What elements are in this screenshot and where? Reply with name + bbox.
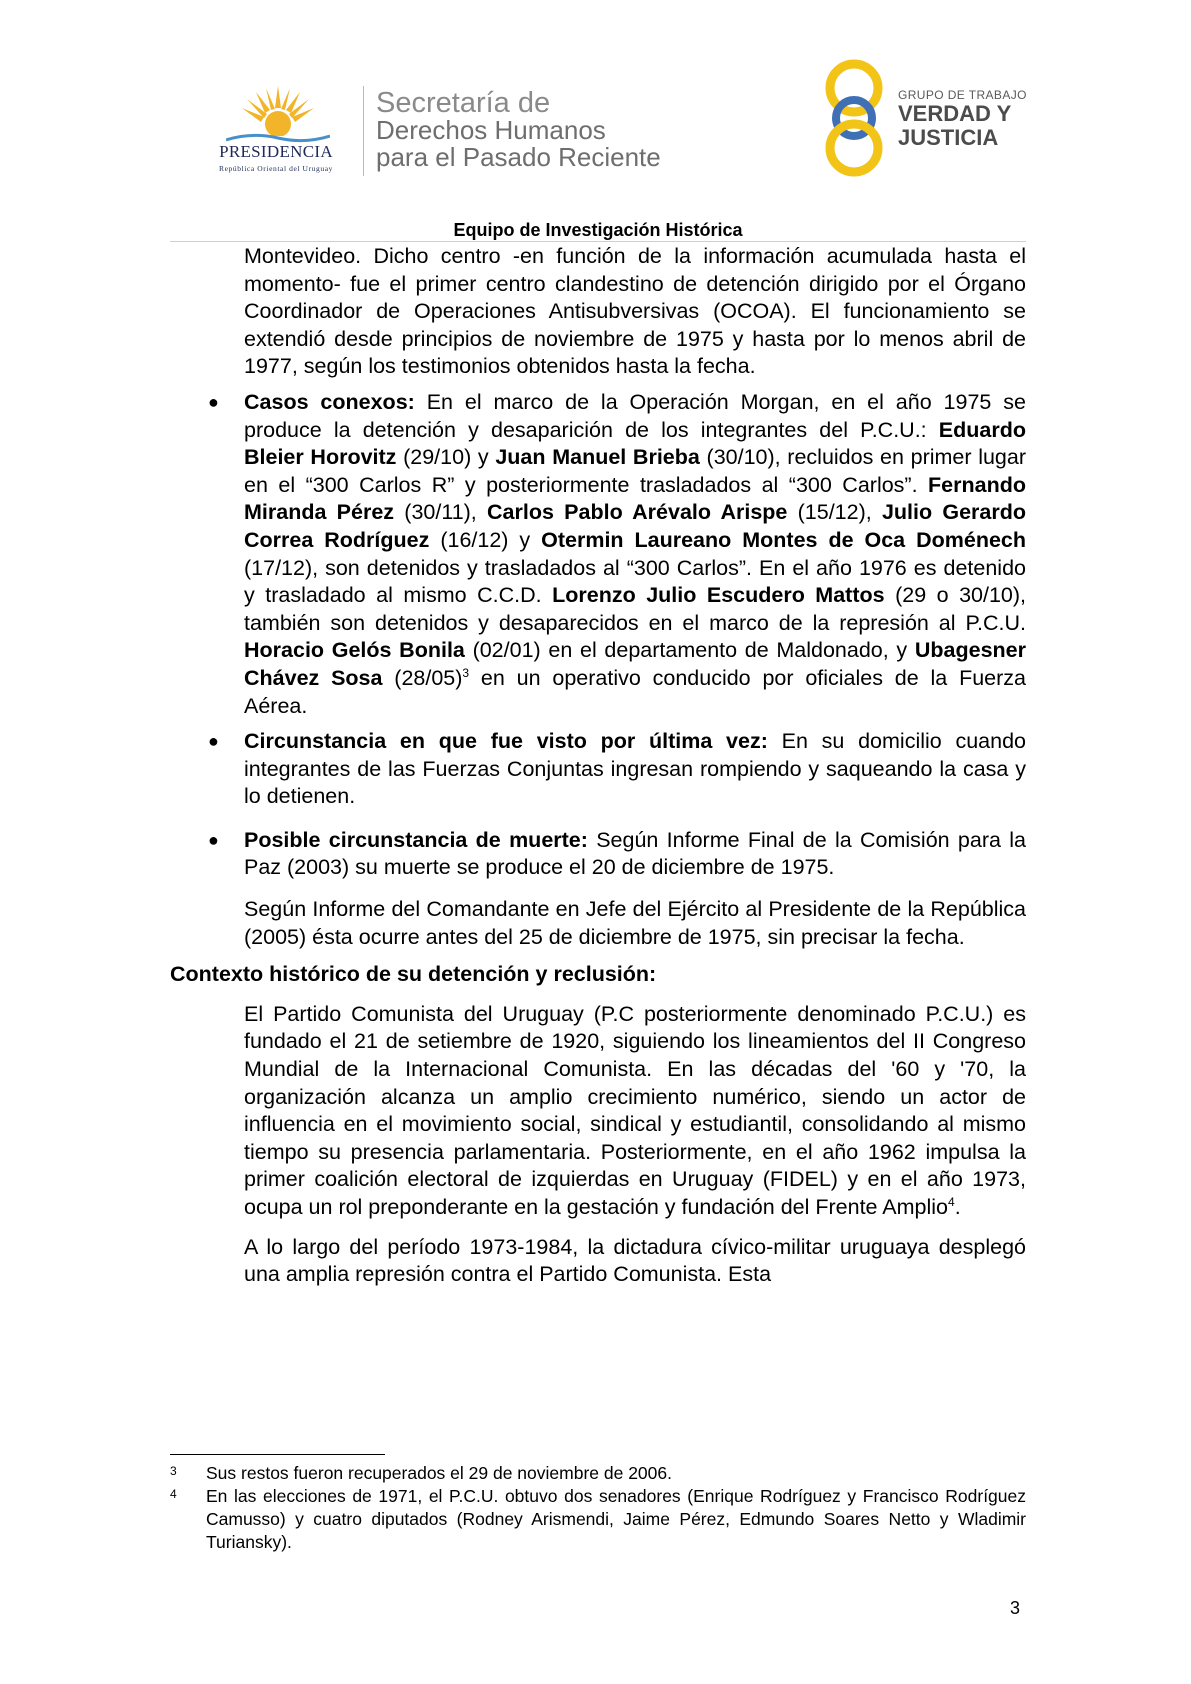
logo-divider [363,86,364,176]
person-name: Horacio Gelós Bonila [244,638,465,663]
muerte-extra-paragraph: Según Informe del Comandante en Jefe del Ejército al Presidente de la República (2005) ésta ocurre antes del 25 de diciembre de 1975, sin precisar la fecha. [244,897,1026,949]
bullet-icon: ● [208,731,219,752]
gtvj-line-2: JUSTICIA [898,125,999,150]
secretaria-logo [376,87,661,172]
footnote-text: En las elecciones de 1971, el P.C.U. obtuvo dos senadores (Enrique Rodríguez y Francisco Rodríguez Camusso) y cuatro diputados (Rodney Arismendi, Jaime Pérez, Edmundo Soares Netto y Wladimir Turiansky). [206,1486,1026,1552]
muerte-text: Según Informe Final de la Comisión para la Paz (2003) su muerte se produce el 20 de diciembre de 1975. [244,827,1026,880]
sun-icon [240,84,316,136]
footnote-reference[interactable]: 3 [462,665,470,680]
footnote [170,1485,1026,1554]
person-name: Lorenzo Julio Escudero Mattos [552,583,885,608]
gtvj-line-1: VERDAD Y [898,101,1012,126]
muerte-label: Posible circunstancia de muerte: [244,827,588,852]
list-item-muerte [170,827,1026,951]
casos-text: (16/12) y [429,527,542,552]
footnotes [170,1462,1026,1554]
document-body [170,243,1026,1301]
circunstancia-text: En su domicilio cuando integrantes de las Fuerzas Conjuntas ingresan rompiendo y saqueando la casa y lo detienen. [244,729,1027,809]
casos-label: Casos conexos: [244,389,415,414]
list-item-casos-conexos [170,389,1026,720]
circunstancia-label: Circunstancia en que fue visto por última vez: [244,729,768,754]
person-name: Otermin Laureano Montes de Oca Doménech [541,527,1026,552]
presidencia-name: PRESIDENCIA [219,142,333,161]
footnote [170,1462,1026,1485]
person-name: Carlos Pablo Arévalo Arispe [487,500,788,525]
page-header [0,0,1191,250]
casos-text: en un operativo conducido por oficiales de la Fuerza Aérea. [244,665,1026,718]
footnote-reference[interactable]: 4 [948,1194,955,1209]
header-rule [170,241,1026,242]
presidencia-logo [196,84,356,174]
secretaria-line-2: Derechos Humanos [376,115,606,145]
continuation-paragraph: Montevideo. Dicho centro -en función de la información acumulada hasta el momento- fue el primer centro clandestino de detención dirigido por el Órgano Coordinador de Operaciones Antisubversivas (OCOA). El funcionamiento se extendió desde principios de noviembre de 1975 y hasta por lo menos abril de 1977, según los testimonios obtenidos hasta la fecha. [244,244,1026,379]
section-heading: Contexto histórico de su detención y reclusión: [170,962,657,987]
casos-text: (29 o 30/10), también son detenidos y desaparecidos en el marco de la represión al P.C.U. [244,583,1027,635]
contexto-text-end: . [954,1195,961,1219]
person-name: Eduardo Bleier Horovitz [244,417,1026,470]
contexto-text: El Partido Comunista del Uruguay (P.C posteriormente denominado P.C.U.) es fundado el 21 de setiembre de 1920, siguiendo los lineamientos del II Congreso Mundial de la Internacional Comunista. En las décadas del '60 y '70, la organización alcanza un amplio crecimiento numérico, siendo un actor de influencia en el movimiento social, sindical y estudiantil, consolidando al mismo tiempo su presencia parlamentaria. Posteriormente, en el año 1962 impulsa la primer coalición electoral de izquierdas en Uruguay (FIDEL) y en el año 1973, ocupa un rol preponderante en la gestación y fundación del Frente Amplio [244,1001,1026,1219]
casos-text: (29/10) y [396,445,496,470]
contexto-paragraph-1 [244,1001,1026,1222]
footnote-number: 3 [170,1464,177,1478]
secretaria-line-1: Secretaría de [376,87,551,119]
person-name: Julio Gerardo Correa Rodríguez [244,500,1027,552]
footnote-text: Sus restos fueron recuperados el 29 de noviembre de 2006. [206,1463,672,1483]
page-number: 3 [1010,1598,1021,1618]
casos-text: (17/12), son detenidos y trasladados al “300 Carlos”. En el año 1976 es detenido y trasladado al mismo C.C.D. [244,555,1026,608]
footnote-number: 4 [170,1487,177,1501]
casos-text: (02/01) en el departamento de Maldonado, y [464,638,915,663]
list-item-circunstancia [170,728,1026,811]
casos-text: En el marco de la Operación Morgan, en el año 1975 se produce la detención y desaparición de los integrantes del P.C.U.: [244,389,1026,442]
secretaria-line-3: para el Pasado Reciente [376,142,661,172]
bullet-icon: ● [208,391,219,412]
bullet-icon: ● [208,829,219,850]
footnote-rule [170,1454,385,1455]
casos-text: (15/12), [787,500,882,525]
gtvj-logo-text [898,88,1027,150]
casos-text: (28/05) [382,665,463,690]
person-name: Juan Manuel Brieba [495,445,700,470]
rings-icon [824,56,884,180]
casos-text: (30/10), recluidos en primer lugar en el “300 Carlos R” y posteriormente trasladados al “300 Carlos”. [244,445,1027,497]
team-title: Equipo de Investigación Histórica [453,220,743,240]
person-name: Fernando Miranda Pérez [244,472,1026,525]
presidencia-subtitle: República Oriental del Uruguay [218,164,333,173]
casos-text: (30/11), [394,500,488,525]
case-details-list [170,389,1026,951]
person-name: Ubagesner Chávez Sosa [244,638,1026,690]
contexto-paragraph-2: A lo largo del período 1973-1984, la dictadura cívico-militar uruguaya desplegó una amplia represión contra el Partido Comunista. Esta [244,1234,1026,1287]
gtvj-small-label: GRUPO DE TRABAJO [898,88,1027,102]
